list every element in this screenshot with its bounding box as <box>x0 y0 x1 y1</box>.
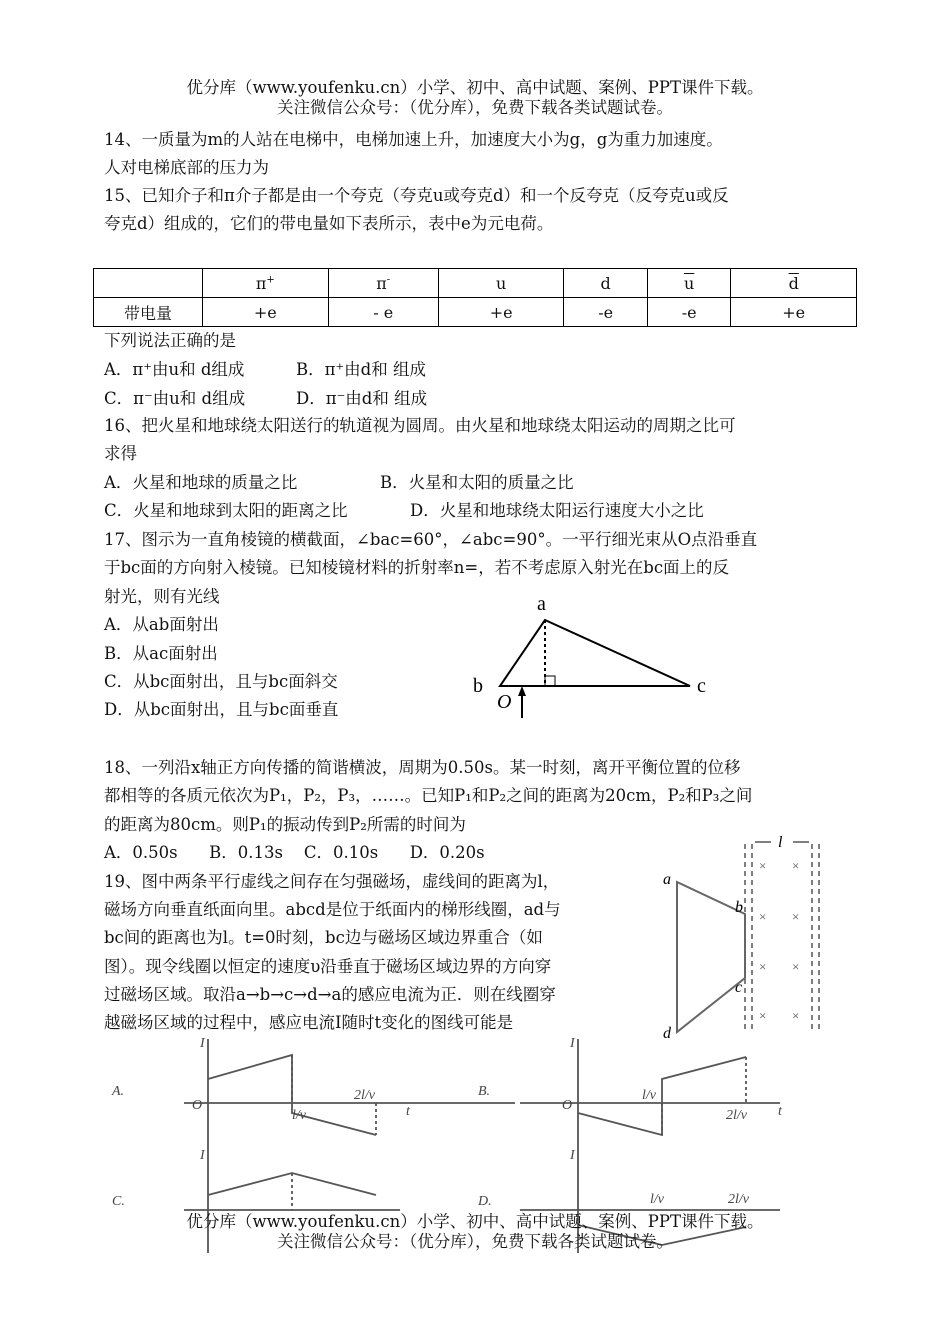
footer-line-2: 关注微信公众号：（优分库），免费下载各类试题试卷。 <box>277 1232 673 1251</box>
q17-line-1: 17、图示为一直角棱镜的横截面，∠bac=60°，∠abc=90°。一平行细光束从O点沿垂直 <box>104 530 758 549</box>
q16-option-b: B．火星和太阳的质量之比 <box>380 473 574 492</box>
q14-line-2: 人对电梯底部的压力为 <box>104 158 269 177</box>
q18-options: A．0.50s B．0.13s C．0.10s D．0.20s <box>104 843 485 862</box>
q19-line-5: 过磁场区域。取沿a→b→c→d→a的感应电流为正．则在线圈穿 <box>104 985 556 1004</box>
q16-option-d: D．火星和地球绕太阳运行速度大小之比 <box>410 501 704 520</box>
q18-line-3: 的距离为80cm。则P₁的振动传到P₂所需的时间为 <box>104 815 466 834</box>
footer-line-1: 优分库（www.youfenku.cn）小学、初中、高中试题、案例、PPT课件下载。 <box>186 1212 764 1231</box>
table-cell: -e <box>647 298 730 327</box>
field-cross: × <box>759 858 767 873</box>
charge-table <box>93 268 857 327</box>
coil-label-a: a <box>663 871 671 888</box>
q17-line-2: 于bc面的方向射入棱镜。已知棱镜材料的折射率n=，若不考虑原入射光在bc面上的反 <box>104 558 730 577</box>
coil-label-d: d <box>663 1025 671 1042</box>
graph-d-axis-i: I <box>570 1148 575 1163</box>
graph-b-tick-lv: l/v <box>642 1088 656 1103</box>
field-cross: × <box>792 909 800 924</box>
q15-prompt: 下列说法正确的是 <box>104 331 236 350</box>
q19-line-6: 越磁场区域的过程中，感应电流I随时t变化的图线可能是 <box>104 1013 514 1032</box>
table-cell: +e <box>731 298 857 327</box>
graph-b-origin: O <box>562 1098 573 1113</box>
field-cross: × <box>792 858 800 873</box>
q15-line-1: 15、已知介子和π介子都是由一个夸克（夸克u或夸克d）和一个反夸克（反夸克u或反 <box>104 186 729 205</box>
table-header-cell: π- <box>328 269 438 298</box>
coil-label-l: l <box>778 834 783 851</box>
q15-option-d: D．π⁻由d和 组成 <box>296 389 428 408</box>
table-cell: +e <box>438 298 564 327</box>
coil-label-c: c <box>735 979 743 996</box>
graph-a-origin: O <box>192 1098 203 1113</box>
graph-a-label: A. <box>112 1084 125 1099</box>
graph-b-axis-t: t <box>778 1104 782 1119</box>
table-cell: -e <box>564 298 647 327</box>
prism-label-o: O <box>497 691 512 713</box>
prism-label-b: b <box>473 675 483 697</box>
prism-label-a: a <box>537 593 546 615</box>
q14-line-1: 14、一质量为m的人站在电梯中，电梯加速上升，加速度大小为g，g为重力加速度。 <box>104 130 723 149</box>
q16-line-2: 求得 <box>104 444 137 463</box>
table-header-cell: u <box>438 269 564 298</box>
prism-label-c: c <box>697 675 706 697</box>
q17-option-a: A．从ab面射出 <box>104 615 219 634</box>
table-cell: +e <box>203 298 329 327</box>
field-cross: × <box>759 909 767 924</box>
q15-option-b: B．π⁺由d和 组成 <box>296 360 426 379</box>
q16-line-1: 16、把火星和地球绕太阳送行的轨道视为圆周。由火星和地球绕太阳运动的周期之比可 <box>104 416 736 435</box>
q17-option-d: D．从bc面射出，且与bc面垂直 <box>104 700 339 719</box>
q19-line-2: 磁场方向垂直纸面向里。abcd是位于纸面内的梯形线圈，ad与 <box>104 900 561 919</box>
graph-b-label: B. <box>478 1084 491 1099</box>
header-line-1: 优分库（www.youfenku.cn）小学、初中、高中试题、案例、PPT课件下载。 <box>186 78 764 97</box>
graph-d-label: D. <box>478 1194 492 1209</box>
field-cross: × <box>759 1008 767 1023</box>
table-header-cell: $\overline{u}$ <box>647 269 730 298</box>
graph-a-axis-t: t <box>406 1104 410 1119</box>
table-cell: - e <box>328 298 438 327</box>
q15-option-c: C．π⁻由u和 d组成 <box>104 389 246 408</box>
field-cross: × <box>759 959 767 974</box>
table-header-cell <box>94 269 203 298</box>
table-header-cell: π+ <box>203 269 329 298</box>
coil-label-b: b <box>735 899 743 916</box>
q19-line-1: 19、图中两条平行虚线之间存在匀强磁场，虚线间的距离为l， <box>104 872 560 891</box>
graph-a-axis-i: I <box>200 1036 205 1051</box>
header-line-2: 关注微信公众号：（优分库），免费下载各类试题试卷。 <box>277 98 673 117</box>
q19-line-4: 图）。现令线圈以恒定的速度υ沿垂直于磁场区域边界的方向穿 <box>104 957 552 976</box>
table-header-cell: d <box>564 269 647 298</box>
q17-line-3: 射光，则有光线 <box>104 587 220 606</box>
table-header-row <box>94 269 857 298</box>
graph-b-axis-i: I <box>570 1036 575 1051</box>
graph-d-tick-2lv: 2l/v <box>728 1192 749 1207</box>
q16-option-a: A．火星和地球的质量之比 <box>104 473 298 492</box>
coil-figure <box>655 832 835 1044</box>
table-row-label: 带电量 <box>94 298 203 327</box>
graph-a-tick-lv: l/v <box>292 1108 306 1123</box>
graph-c-label: C. <box>112 1194 125 1209</box>
q15-line-2: 夸克d）组成的，它们的带电量如下表所示，表中e为元电荷。 <box>104 214 554 233</box>
table-header-cell: $\overline{d}$ <box>731 269 857 298</box>
field-cross: × <box>792 959 800 974</box>
graph-b-tick-2lv: 2l/v <box>726 1108 747 1123</box>
q17-option-b: B．从ac面射出 <box>104 644 218 663</box>
table-row <box>94 298 857 327</box>
q16-option-c: C．火星和地球到太阳的距离之比 <box>104 501 348 520</box>
field-cross: × <box>792 1008 800 1023</box>
graph-d-tick-lv: l/v <box>650 1192 664 1207</box>
q17-option-c: C．从bc面射出，且与bc面斜交 <box>104 672 338 691</box>
q18-line-2: 都相等的各质元依次为P₁，P₂，P₃，……。已知P₁和P₂之间的距离为20cm，P₂和P₃之间 <box>104 786 753 805</box>
q19-line-3: bc间的距离也为l。t=0时刻，bc边与磁场区域边界重合（如 <box>104 928 543 947</box>
prism-figure <box>465 590 725 725</box>
graph-a-tick-2lv: 2l/v <box>354 1088 375 1103</box>
q15-option-a: A．π⁺由u和 d组成 <box>104 360 245 379</box>
q18-line-1: 18、一列沿x轴正方向传播的简谐横波，周期为0.50s。某一时刻，离开平衡位置的位移 <box>104 758 741 777</box>
graph-c-axis-i: I <box>200 1148 205 1163</box>
